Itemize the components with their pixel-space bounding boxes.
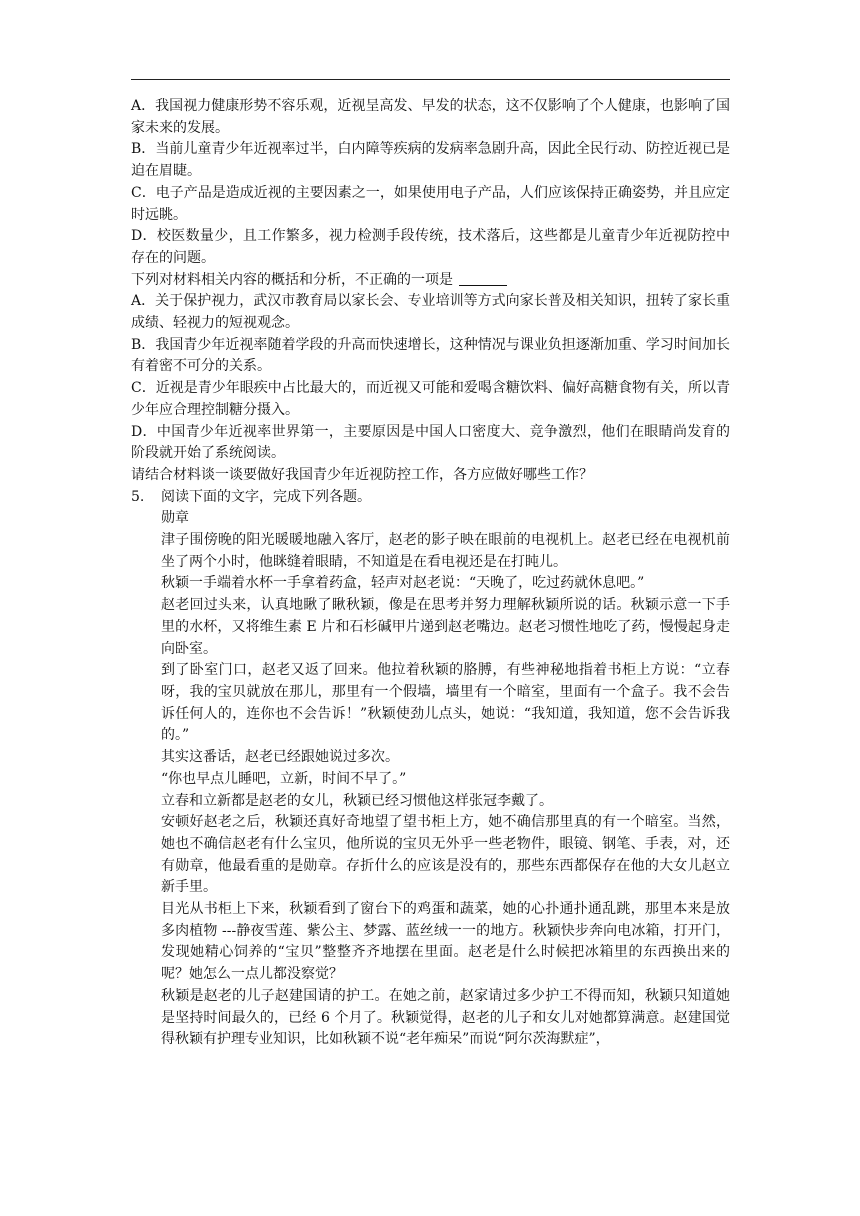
option-d: D．校医数量少，且工作繁多，视力检测手段传统，技术落后，这些都是儿童青少年近视防控中存在的问题。 xyxy=(131,228,730,266)
document-body xyxy=(131,96,730,1051)
option-a: A．关于保护视力，武汉市教育局以家长会、专业培训等方式向家长普及相关知识，扭转了家长重成绩、轻视力的短视观念。 xyxy=(131,293,730,332)
question-stem-text: 下列对材料相关内容的概括和分析，不正确的一项是 xyxy=(131,271,453,288)
passage-paragraph: 津子围傍晚的阳光暖暖地融入客厅，赵老的影子映在眼前的电视机上。赵老已经在电视机前坐了两个小时，他眯缝着眼睛，不知道是在看电视还是在打盹儿。 xyxy=(161,532,730,570)
answer-blank xyxy=(459,271,507,286)
option-c: C．近视是青少年眼疾中占比最大的，而近视又可能和爱喝含糖饮料、偏好高糖食物有关，所以青少年应合理控制糖分摄入。 xyxy=(131,380,730,418)
passage-paragraph: 秋颖一手端着水杯一手拿着药盒，轻声对赵老说：“天晚了，吃过药就休息吧。” xyxy=(161,575,645,592)
question-5-heading xyxy=(131,487,730,509)
passage-paragraph: 赵老回过头来，认真地瞅了瞅秋颖，像是在思考并努力理解秋颖所说的话。秋颖示意一下手里的水杯，又将维生素 E 片和石杉碱甲片递到赵老嘴边。赵老习惯性地吃了药，慢慢起身走向卧室。 xyxy=(161,597,730,657)
passage-title: 勋章 xyxy=(161,510,189,527)
option-b: B．当前儿童青少年近视率过半，白内障等疾病的发病率急剧升高，因此全民行动、防控近视已是迫在眉睫。 xyxy=(131,141,730,180)
question-instruction: 阅读下面的文字，完成下列各题。 xyxy=(161,488,371,505)
passage-paragraph: 秋颖是赵老的儿子赵建国请的护工。在她之前，赵家请过多少护工不得而知，秋颖只知道她是坚持时间最久的，已经 6 个月了。秋颖觉得，赵老的儿子和女儿对她都算满意。赵建国觉得秋颖有护理专业知识，比如秋颖不说“老年痴呆”而说“阿尔茨海默症”， xyxy=(161,987,730,1048)
question-number: 5. xyxy=(131,488,145,505)
passage-paragraph: 目光从书柜上下来，秋颖看到了窗台下的鸡蛋和蔬菜，她的心扑通扑通乱跳，那里本来是放多肉植物 ---静夜雪莲、紫公主、梦露、蓝丝绒一一的地方。秋颖快步奔向电冰箱，打开门，发现她精心饲养的“宝贝”整整齐齐地摆在里面。赵老是什么时候把冰箱里的东西换出来的呢？她怎么一点儿都没察觉？ xyxy=(161,901,730,983)
passage-paragraph: 其实这番话，赵老已经跟她说过多次。 xyxy=(161,749,399,766)
option-b: B．我国青少年近视率随着学段的升高而快速增长，这种情况与课业负担逐渐加重、学习时间加长有着密不可分的关系。 xyxy=(131,336,730,375)
question-stem xyxy=(131,270,730,292)
passage-paragraph: 安顿好赵老之后，秋颖还真好奇地望了望书柜上方，她不确信那里真的有一个暗室。当然，她也不确信赵老有什么宝贝，他所说的宝贝无外乎一些老物件，眼镜、钢笔、手表，对，还有勋章，他最看重的是勋章。存折什么的应该是没有的，那些东西都保存在他的大女儿赵立新手里。 xyxy=(161,814,730,896)
header-rule xyxy=(131,79,730,80)
option-a: A．我国视力健康形势不容乐观，近视呈高发、早发的状态，这不仅影响了个人健康，也影响了国家未来的发展。 xyxy=(131,98,730,136)
passage-paragraph: 立春和立新都是赵老的女儿，秋颖已经习惯他这样张冠李戴了。 xyxy=(161,792,553,809)
option-d: D．中国青少年近视率世界第一，主要原因是中国人口密度大、竞争激烈，他们在眼睛尚发育的阶段就开始了系统阅读。 xyxy=(131,423,730,462)
option-c: C．电子产品是造成近视的主要因素之一，如果使用电子产品，人们应该保持正确姿势，并且应定时远眺。 xyxy=(131,184,730,223)
passage-paragraph: “你也早点儿睡吧，立新，时间不早了。” xyxy=(161,770,407,787)
passage-paragraph: 到了卧室门口，赵老又返了回来。他拉着秋颖的胳膊，有些神秘地指着书柜上方说：“立春呀，我的宝贝就放在那儿，那里有一个假墙，墙里有一个暗室，里面有一个盒子。我不会告诉任何人的，连你也不会告诉！”秋颖使劲儿点头，她说：“我知道，我知道，您不会告诉我的。” xyxy=(161,662,730,744)
question-stem: 请结合材料谈一谈要做好我国青少年近视防控工作，各方应做好哪些工作？ xyxy=(131,466,593,483)
